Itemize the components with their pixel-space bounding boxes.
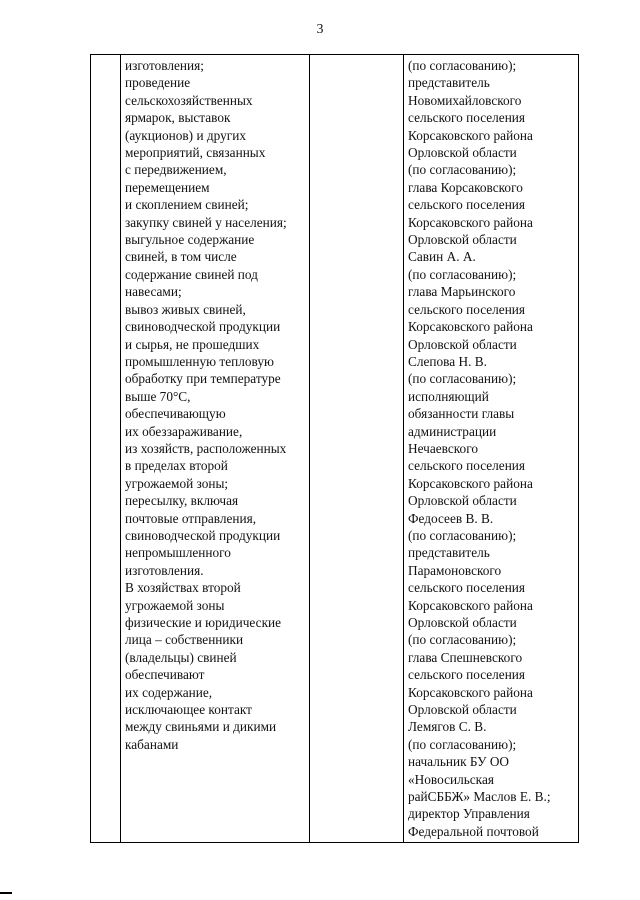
text-line: навесами;	[125, 284, 182, 300]
text-line: мероприятий, связанных	[125, 145, 266, 161]
text-line: обработку при температуре	[125, 371, 281, 387]
text-line: из хозяйств, расположенных	[125, 440, 287, 456]
text-line: непромышленного	[125, 545, 231, 561]
text-line: выше 70°С,	[125, 388, 191, 404]
text-line: Орловской области	[408, 145, 517, 161]
text-line: глава Корсаковского	[408, 179, 523, 195]
text-line: перемещением	[125, 179, 210, 195]
text-line: начальник БУ ОО	[408, 754, 510, 770]
text-line: сельского поселения	[408, 197, 526, 213]
text-line: В хозяйствах второй	[125, 580, 241, 596]
text-line: их содержание,	[125, 684, 213, 700]
text-line: и скоплением свиней;	[125, 197, 249, 213]
text-line: обязанности главы	[408, 406, 515, 422]
text-line: Орловской области	[408, 493, 517, 509]
text-line: Нечаевского	[408, 440, 478, 456]
text-line: выгульное содержание	[125, 232, 255, 248]
measures-table	[90, 54, 579, 843]
text-line: (по согласованию);	[408, 632, 517, 648]
scan-edge-mark	[0, 892, 12, 894]
text-line: (по согласованию);	[408, 527, 517, 543]
text-line: их обеззараживание,	[125, 423, 243, 439]
text-line: Орловской области	[408, 702, 517, 718]
text-line: глава Спешневского	[408, 649, 523, 665]
text-line: Слепова Н. В.	[408, 353, 487, 369]
text-line: Корсаковского района	[408, 319, 533, 335]
text-line: (по согласованию);	[408, 371, 517, 387]
text-line: Корсаковского района	[408, 475, 533, 491]
text-line: (аукционов) и других	[125, 127, 246, 143]
text-line: (по согласованию);	[408, 162, 517, 178]
text-line: Орловской области	[408, 232, 517, 248]
text-line: (по согласованию);	[408, 736, 517, 752]
responsible-cell	[404, 55, 579, 843]
text-line: сельского поселения	[408, 301, 526, 317]
text-line: вывоз живых свиней,	[125, 301, 246, 317]
number-cell	[91, 55, 121, 843]
text-line: в пределах второй	[125, 458, 228, 474]
text-line: представитель	[408, 545, 490, 561]
text-line: Парамоновского	[408, 562, 502, 578]
text-line: содержание свиней под	[125, 266, 258, 282]
text-line: изготовления;	[125, 58, 204, 73]
text-line: исключающее контакт	[125, 702, 252, 718]
text-line: кабанами	[125, 736, 179, 752]
text-line: администрации	[408, 423, 497, 439]
text-line: с передвижением,	[125, 162, 227, 178]
text-line: угрожаемой зоны;	[125, 475, 229, 491]
text-line: сельского поселения	[408, 110, 526, 126]
text-line: между свиньями и дикими	[125, 719, 277, 735]
text-line: Орловской области	[408, 336, 517, 352]
text-line: Лемягов С. В.	[408, 719, 487, 735]
page-number: 3	[316, 22, 324, 37]
text-line: Новомихайловского	[408, 92, 522, 108]
text-line: ярмарок, выставок	[125, 110, 231, 126]
text-line: свиноводческой продукции	[125, 527, 281, 543]
text-line: пересылку, включая	[125, 493, 239, 509]
text-line: угрожаемой зоны	[125, 597, 225, 613]
text-line: лица – собственники	[125, 632, 244, 648]
text-line: физические и юридические	[125, 615, 282, 630]
text-line: изготовления.	[125, 562, 204, 578]
text-line: сельскохозяйственных	[125, 92, 253, 108]
text-line: сельского поселения	[408, 667, 526, 683]
measures-cell	[121, 55, 310, 843]
text-line: Савин А. А.	[408, 249, 476, 265]
table-row	[91, 55, 579, 843]
text-line: Федеральной почтовой	[408, 823, 539, 839]
text-line: (по согласованию);	[408, 266, 517, 282]
text-line: «Новосильская	[408, 771, 494, 787]
text-line: Корсаковского района	[408, 127, 533, 143]
text-line: Корсаковского района	[408, 597, 533, 613]
text-line: и сырья, не прошедших	[125, 336, 260, 352]
text-line: Орловской области	[408, 615, 517, 630]
text-line: обеспечивающую	[125, 406, 226, 422]
text-line: директор Управления	[408, 806, 530, 822]
text-line: закупку свиней у населения;	[125, 214, 287, 230]
text-line: Федосеев В. В.	[408, 510, 494, 526]
text-line: свиней, в том числе	[125, 249, 237, 265]
text-line: промышленную тепловую	[125, 353, 274, 369]
text-line: почтовые отправления,	[125, 510, 257, 526]
text-line: проведение	[125, 75, 191, 91]
text-line: Корсаковского района	[408, 684, 533, 700]
text-line: обеспечивают	[125, 667, 205, 683]
text-line: сельского поселения	[408, 458, 526, 474]
text-line: глава Марьинского	[408, 284, 516, 300]
text-line: сельского поселения	[408, 580, 526, 596]
text-line: свиноводческой продукции	[125, 319, 281, 335]
deadline-cell	[310, 55, 404, 843]
text-line: райСББЖ» Маслов Е. В.;	[408, 789, 551, 805]
text-line: (по согласованию);	[408, 58, 517, 73]
text-line: Корсаковского района	[408, 214, 533, 230]
text-line: представитель	[408, 75, 490, 91]
text-line: исполняющий	[408, 388, 489, 404]
text-line: (владельцы) свиней	[125, 649, 237, 665]
